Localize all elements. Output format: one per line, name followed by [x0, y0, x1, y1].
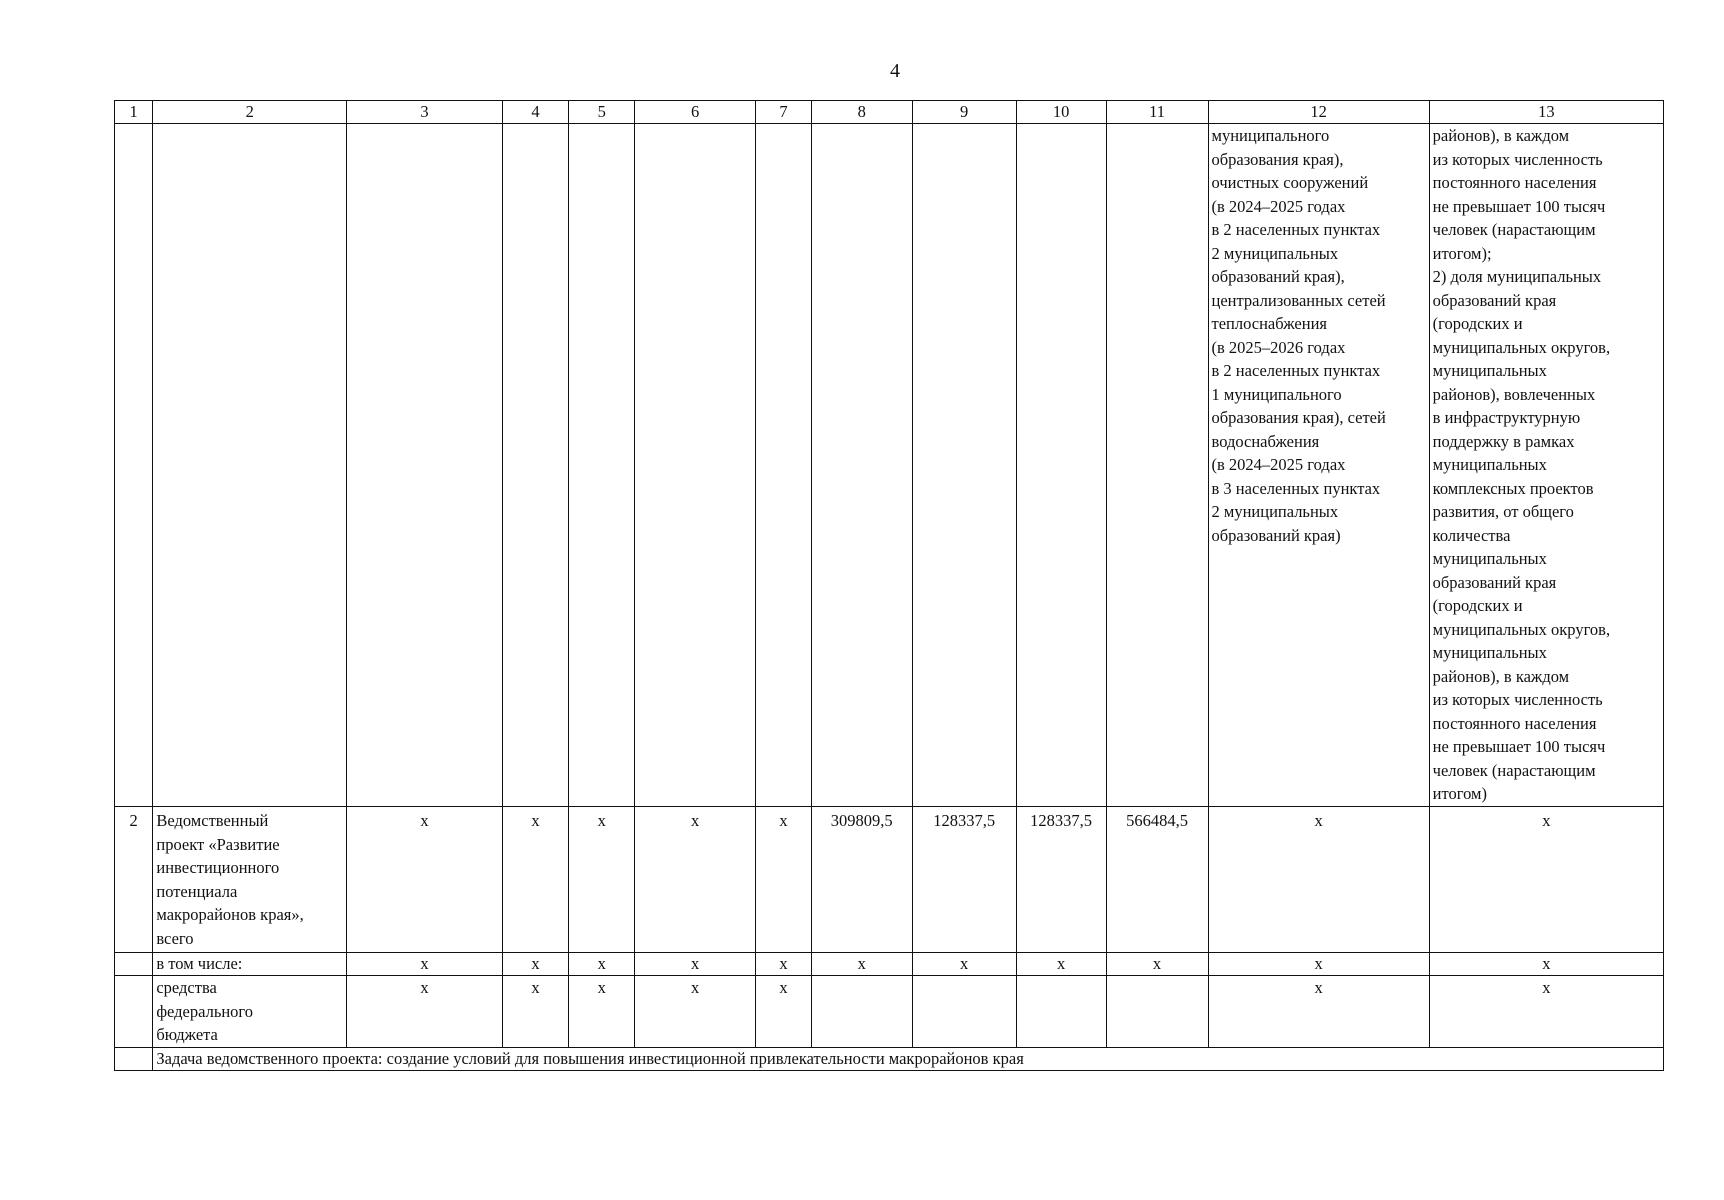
table-cell: x [1208, 976, 1429, 1048]
table-cell: x [1429, 807, 1663, 953]
table-cell: x [347, 953, 503, 976]
table-cell [115, 124, 153, 807]
amount-cell: 566484,5 [1106, 807, 1208, 953]
column-number: 9 [912, 101, 1016, 124]
table-cell [1106, 124, 1208, 807]
table-cell [1016, 124, 1106, 807]
table-cell: x [1208, 953, 1429, 976]
project-name-cell: Ведомственный проект «Развитие инвестиционного потенциала макрорайонов края», всего [153, 807, 347, 953]
financing-table [114, 100, 1664, 1071]
column-number: 1 [115, 101, 153, 124]
column-number: 2 [153, 101, 347, 124]
continuation-row [115, 124, 1664, 807]
table-cell: x [756, 807, 812, 953]
table-cell [153, 124, 347, 807]
row-label: в том числе: [153, 953, 347, 976]
page-number: 4 [890, 60, 900, 82]
project-row [115, 807, 1664, 953]
amount-cell [912, 976, 1016, 1048]
table-cell: x [1208, 807, 1429, 953]
table-cell: x [1106, 953, 1208, 976]
table-cell: x [502, 976, 569, 1048]
table-cell: x [1429, 976, 1663, 1048]
column-number: 3 [347, 101, 503, 124]
row-label: средства федерального бюджета [153, 976, 347, 1048]
column-number: 6 [635, 101, 756, 124]
table-cell [635, 124, 756, 807]
amount-cell: 128337,5 [1016, 807, 1106, 953]
column-number: 10 [1016, 101, 1106, 124]
table-cell: x [635, 807, 756, 953]
task-text: Задача ведомственного проекта: создание условий для повышения инвестиционной привлекательности макрорайонов края [153, 1047, 1664, 1070]
column-number: 4 [502, 101, 569, 124]
table-cell: x [569, 953, 635, 976]
table-cell: x [635, 953, 756, 976]
table-cell: x [756, 953, 812, 976]
column-number: 12 [1208, 101, 1429, 124]
table-cell: x [811, 953, 912, 976]
federal-budget-row [115, 976, 1664, 1048]
table-cell: x [347, 807, 503, 953]
column-number-row [115, 101, 1664, 124]
amount-cell [811, 976, 912, 1048]
table-cell [912, 124, 1016, 807]
column-number: 11 [1106, 101, 1208, 124]
table-cell: x [756, 976, 812, 1048]
table-cell [811, 124, 912, 807]
table-cell: x [347, 976, 503, 1048]
amount-cell: 128337,5 [912, 807, 1016, 953]
row-number: 2 [115, 807, 153, 953]
amount-cell: 309809,5 [811, 807, 912, 953]
amount-cell [1016, 976, 1106, 1048]
table-cell: x [912, 953, 1016, 976]
table-cell: x [569, 807, 635, 953]
table-cell: x [1016, 953, 1106, 976]
table-cell [502, 124, 569, 807]
table-cell [115, 1047, 153, 1070]
table-cell [569, 124, 635, 807]
including-row [115, 953, 1664, 976]
column-number: 7 [756, 101, 812, 124]
table-cell: x [569, 976, 635, 1048]
table-cell: x [1429, 953, 1663, 976]
task-row [115, 1047, 1664, 1070]
column-number: 5 [569, 101, 635, 124]
table-cell: x [502, 807, 569, 953]
table-cell: x [635, 976, 756, 1048]
table-cell: x [502, 953, 569, 976]
table-cell [115, 976, 153, 1048]
table-cell [347, 124, 503, 807]
result-text-cell: муниципального образования края), очистных сооружений (в 2024–2025 годах в 2 населенных пунктах 2 муниципальных образований края), централизованных сетей теплоснабжения (в 2025–2026 годах в 2 населенных пунктах 1 муниципального образования края), сетей водоснабжения (в 2024–2025 годах в 3 населенных пунктах 2 муниципальных образований края) [1208, 124, 1429, 807]
indicator-text-cell: районов), в каждом из которых численность постоянного населения не превышает 100 тысяч человек (нарастающим итогом); 2) доля муниципальных образований края (городских и муниципальных округов, муниципальных районов), вовлеченных в инфраструктурную поддержку в рамках муниципальных комплексных проектов развития, от общего количества муниципальных образований края (городских и муниципальных округов, муниципальных районов), в каждом из которых численность постоянного населения не превышает 100 тысяч человек (нарастающим итогом) [1429, 124, 1663, 807]
amount-cell [1106, 976, 1208, 1048]
column-number: 13 [1429, 101, 1663, 124]
table-cell [115, 953, 153, 976]
table-cell [756, 124, 812, 807]
column-number: 8 [811, 101, 912, 124]
